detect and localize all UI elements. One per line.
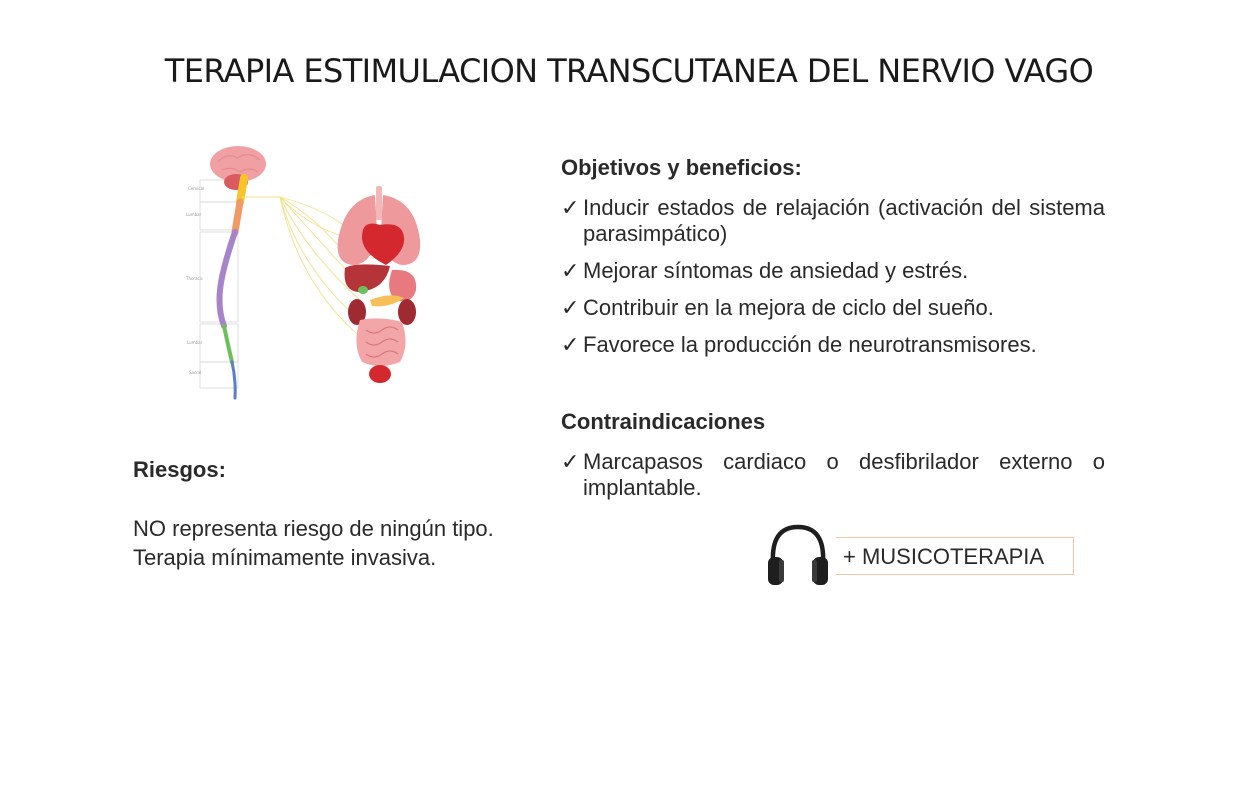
objectives-heading: Objetivos y beneficios: xyxy=(561,155,802,180)
checkmark-icon: ✓ xyxy=(561,449,580,474)
spine-label-lumbar: Lumbar xyxy=(187,340,203,345)
checkmark-icon: ✓ xyxy=(561,258,580,283)
list-item: ✓ Favorece la producción de neurotransmisores. xyxy=(561,332,1037,357)
list-item: ✓ Mejorar síntomas de ansiedad y estrés. xyxy=(561,258,969,283)
page-title: TERAPIA ESTIMULACION TRANSCUTANEA DEL NERVIO VAGO xyxy=(164,52,1094,90)
checkmark-icon: ✓ xyxy=(561,295,580,320)
objectives-list xyxy=(561,195,1105,369)
risks-line-2: Terapia mínimamente invasiva. xyxy=(133,545,437,570)
music-therapy-badge xyxy=(765,521,1085,591)
headphones-icon xyxy=(765,521,831,589)
risks-line-1: NO representa riesgo de ningún tipo. xyxy=(133,516,494,541)
music-therapy-label: + MUSICOTERAPIA xyxy=(843,544,1045,569)
spine-label-cervical: Cervical xyxy=(188,186,205,191)
list-item: ✓ Marcapasos cardiaco o desfibrilador externo o implantable. xyxy=(561,449,1105,500)
spine-label-thoracic: Thoracic xyxy=(186,276,204,281)
list-item: ✓ Contribuir en la mejora de ciclo del sueño. xyxy=(561,295,994,320)
contraindications-heading: Contraindicaciones xyxy=(561,409,766,434)
list-item: ✓ Inducir estados de relajación (activación del sistema parasimpático) xyxy=(561,195,1105,246)
checkmark-icon: ✓ xyxy=(561,195,580,220)
contraindications-list xyxy=(561,449,1105,512)
spine-label-lumbar-upper: Lumbar xyxy=(186,212,202,217)
risks-text xyxy=(133,514,494,572)
liver-shape xyxy=(345,264,390,292)
vagus-nerve-illustration xyxy=(180,140,450,405)
spine-label-sacral: Sacral xyxy=(189,370,202,375)
checkmark-icon: ✓ xyxy=(561,332,580,357)
risks-heading: Riesgos: xyxy=(133,457,226,482)
